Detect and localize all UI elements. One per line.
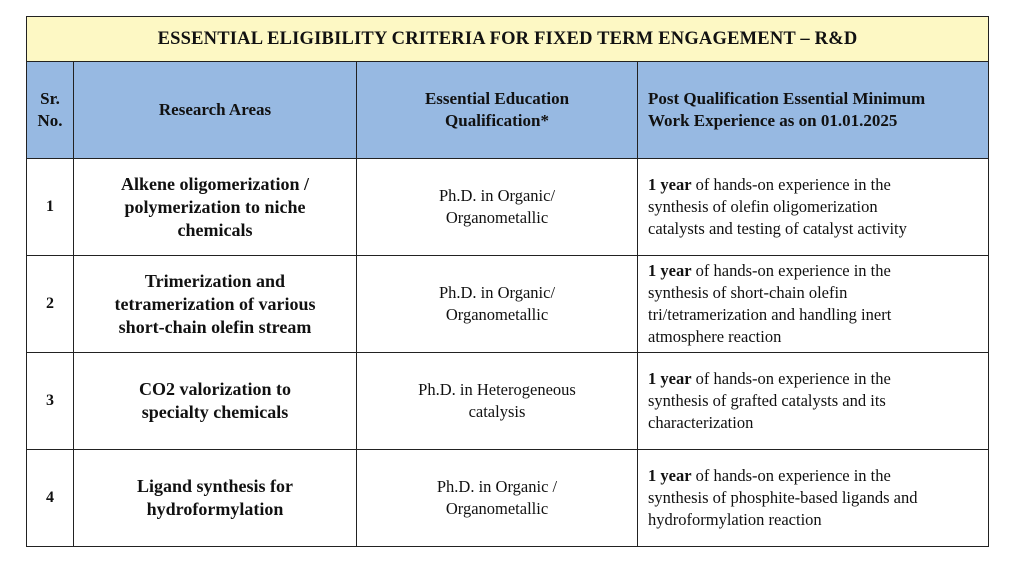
header-sr-line2: No. bbox=[37, 111, 63, 130]
experience-line bbox=[648, 260, 979, 282]
experience-line: characterization bbox=[648, 413, 754, 432]
header-exp-line2: Work Experience as on 01.01.2025 bbox=[648, 111, 898, 130]
education-line: Ph.D. in Organic/ bbox=[438, 283, 556, 302]
header-research-areas: Research Areas bbox=[74, 62, 357, 159]
experience-text: of hands-on experience in the bbox=[691, 466, 891, 485]
header-row bbox=[27, 62, 989, 159]
row-sr-no: 2 bbox=[27, 256, 74, 353]
experience-duration: 1 year bbox=[648, 466, 692, 485]
experience-line: catalysts and testing of catalyst activity bbox=[648, 219, 907, 238]
header-edu-line1: Essential Education bbox=[424, 89, 570, 108]
row-education bbox=[357, 450, 638, 547]
header-education bbox=[357, 62, 638, 159]
header-exp-line1: Post Qualification Essential Minimum bbox=[648, 89, 926, 108]
row-research-area bbox=[74, 353, 357, 450]
experience-duration: 1 year bbox=[648, 369, 692, 388]
header-sr-no bbox=[27, 62, 74, 159]
row-research-area bbox=[74, 256, 357, 353]
row-experience bbox=[638, 159, 989, 256]
row-education bbox=[357, 256, 638, 353]
research-area-line: Trimerization and bbox=[144, 270, 286, 291]
row-sr-no: 4 bbox=[27, 450, 74, 547]
header-experience bbox=[638, 62, 989, 159]
experience-line: atmosphere reaction bbox=[648, 327, 782, 346]
experience-text: of hands-on experience in the bbox=[691, 175, 891, 194]
table-title: ESSENTIAL ELIGIBILITY CRITERIA FOR FIXED TERM ENGAGEMENT – R&D bbox=[27, 17, 989, 62]
experience-line: synthesis of olefin oligomerization bbox=[648, 197, 878, 216]
row-research-area bbox=[74, 450, 357, 547]
experience-text: of hands-on experience in the bbox=[691, 261, 891, 280]
row-experience bbox=[638, 450, 989, 547]
experience-duration: 1 year bbox=[648, 261, 692, 280]
experience-line: synthesis of short-chain olefin bbox=[648, 283, 848, 302]
row-sr-no: 3 bbox=[27, 353, 74, 450]
research-area-line: short-chain olefin stream bbox=[118, 316, 312, 337]
education-line: Ph.D. in Organic / bbox=[436, 477, 558, 496]
row-education bbox=[357, 353, 638, 450]
education-line: Organometallic bbox=[445, 305, 549, 324]
research-area-line: chemicals bbox=[177, 219, 253, 240]
row-sr-no: 1 bbox=[27, 159, 74, 256]
eligibility-table bbox=[26, 16, 989, 547]
education-line: Ph.D. in Heterogeneous bbox=[418, 380, 576, 399]
research-area-line: polymerization to niche bbox=[124, 196, 306, 217]
table-row bbox=[27, 159, 989, 256]
experience-line bbox=[648, 368, 979, 390]
table-row bbox=[27, 450, 989, 547]
education-line: Organometallic bbox=[445, 208, 549, 227]
row-research-area bbox=[74, 159, 357, 256]
eligibility-table-container bbox=[26, 16, 988, 547]
experience-duration: 1 year bbox=[648, 175, 692, 194]
table-row bbox=[27, 256, 989, 353]
header-edu-line2: Qualification* bbox=[445, 111, 549, 130]
education-line: catalysis bbox=[468, 402, 526, 421]
research-area-line: specialty chemicals bbox=[141, 402, 289, 422]
experience-line bbox=[648, 174, 979, 196]
row-experience bbox=[638, 353, 989, 450]
research-area-line: hydroformylation bbox=[146, 499, 284, 519]
education-line: Organometallic bbox=[445, 499, 549, 518]
experience-line: tri/tetramerization and handling inert bbox=[648, 305, 892, 324]
research-area-line: CO2 valorization to bbox=[139, 379, 291, 399]
title-row bbox=[27, 17, 989, 62]
table-row bbox=[27, 353, 989, 450]
experience-text: of hands-on experience in the bbox=[691, 369, 891, 388]
row-education bbox=[357, 159, 638, 256]
research-area-line: Ligand synthesis for bbox=[136, 476, 294, 496]
research-area-line: Alkene oligomerization / bbox=[121, 173, 309, 194]
row-experience bbox=[638, 256, 989, 353]
education-line: Ph.D. in Organic/ bbox=[438, 186, 556, 205]
experience-line: synthesis of grafted catalysts and its bbox=[648, 391, 886, 410]
experience-line: hydroformylation reaction bbox=[648, 510, 822, 529]
experience-line bbox=[648, 465, 979, 487]
research-area-line: tetramerization of various bbox=[114, 293, 316, 314]
header-sr-line1: Sr. bbox=[40, 89, 60, 108]
experience-line: synthesis of phosphite-based ligands and bbox=[648, 488, 918, 507]
table-body bbox=[27, 159, 989, 547]
